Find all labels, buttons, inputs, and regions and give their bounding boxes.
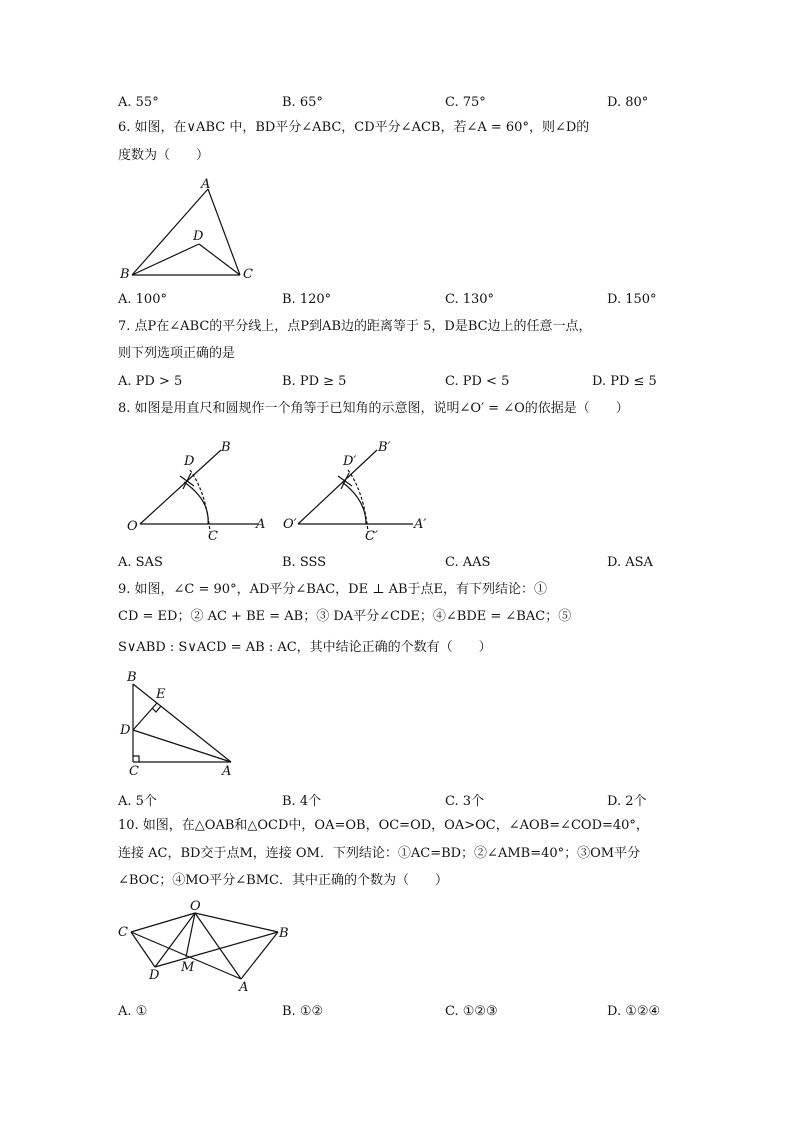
q9-option-a: A. 5个 xyxy=(118,794,157,809)
q8-option-b: B. SSS xyxy=(282,555,327,570)
q9-stem-line2: CD = ED；② AC + BE = AB；③ DA平分∠CDE；④∠BDE = ∠BAC；⑤ xyxy=(118,609,572,624)
q9-label-e: E xyxy=(156,687,166,702)
q10-stem-line2: 连接 AC，BD交于点M，连接 OM．下列结论：①AC=BD；②∠AMB=40°；③OM平分 xyxy=(118,846,641,861)
q8-label-d: D xyxy=(184,454,195,469)
q5-option-d: D. 80° xyxy=(607,95,649,110)
q8-label-b-prime: B′ xyxy=(378,440,391,455)
q8-label-a: A xyxy=(256,517,266,532)
q5-option-b: B. 65° xyxy=(282,95,323,110)
q6-option-b: B. 120° xyxy=(282,292,332,307)
q6-option-c: C. 130° xyxy=(445,292,495,307)
q9-stem-line3: S∨ABD : S∨ACD = AB : AC，其中结论正确的个数有（ ） xyxy=(118,640,492,655)
q10-stem-line3: ∠BOC；④MO平分∠BMC．其中正确的个数为（ ） xyxy=(118,873,448,888)
q8-label-c: C xyxy=(208,529,218,544)
q9-stem-line1: 9. 如图，∠C = 90°，AD平分∠BAC，DE ⊥ AB于点E，有下列结论：① xyxy=(118,582,548,597)
q10-stem-line1: 10. 如图，在△OAB和△OCD中，OA=OB，OC=OD，OA>OC，∠AOB=∠COD=40°， xyxy=(118,818,649,833)
q6-stem-line2: 度数为（ ） xyxy=(118,148,210,163)
q10-label-b: B xyxy=(279,926,289,941)
q6-option-d: D. 150° xyxy=(607,292,657,307)
q8-option-c: C. AAS xyxy=(445,555,491,570)
q7-option-c: C. PD < 5 xyxy=(445,374,510,389)
q9-option-c: C. 3个 xyxy=(445,794,485,809)
q5-option-c: C. 75° xyxy=(445,95,486,110)
q7-option-d: D. PD ≤ 5 xyxy=(592,374,657,389)
q8-label-a-prime: A′ xyxy=(414,517,427,532)
q6-label-b: B xyxy=(120,267,130,282)
q10-option-d: D. ①②④ xyxy=(607,1004,661,1019)
q8-stem-line1: 8. 如图是用直尺和圆规作一个角等于已知角的示意图，说明∠O′ = ∠O的依据是（ ） xyxy=(118,401,629,416)
q5-option-a: A. 55° xyxy=(118,95,159,110)
q8-label-o: O xyxy=(127,519,138,534)
q10-option-a: A. ① xyxy=(118,1004,148,1019)
q9-option-d: D. 2个 xyxy=(607,794,647,809)
q7-option-b: B. PD ≥ 5 xyxy=(282,374,347,389)
q9-label-b: B xyxy=(127,670,137,685)
q6-label-d: D xyxy=(193,229,204,244)
q10-label-d: D xyxy=(149,968,160,983)
q8-label-b: B xyxy=(221,440,231,455)
q10-option-c: C. ①②③ xyxy=(445,1004,498,1019)
q10-label-m: M xyxy=(181,960,195,975)
q8-label-d-prime: D′ xyxy=(343,454,357,469)
q8-label-c-prime: C′ xyxy=(365,529,378,544)
q9-label-a: A xyxy=(222,764,232,779)
q10-label-o: O xyxy=(190,899,201,914)
q7-stem-line2: 则下列选项正确的是 xyxy=(118,346,236,361)
q9-option-b: B. 4个 xyxy=(282,794,322,809)
q6-stem-line1: 6. 如图，在∨ABC 中，BD平分∠ABC，CD平分∠ACB，若∠A = 60°，则∠D的 xyxy=(118,120,590,135)
q8-option-d: D. ASA xyxy=(607,555,653,570)
q10-label-a: A xyxy=(239,980,249,995)
q7-stem-line1: 7. 点P在∠ABC的平分线上，点P到AB边的距离等于 5，D是BC边上的任意一点， xyxy=(118,319,592,334)
q6-label-a: A xyxy=(201,177,211,192)
q6-option-a: A. 100° xyxy=(118,292,167,307)
q10-option-b: B. ①② xyxy=(282,1004,324,1019)
q10-label-c: C xyxy=(118,925,128,940)
q9-label-c: C xyxy=(129,764,139,779)
q6-label-c: C xyxy=(243,267,253,282)
q8-label-o-prime: O′ xyxy=(283,517,297,532)
q7-option-a: A. PD > 5 xyxy=(118,374,183,389)
q9-label-d: D xyxy=(120,723,131,738)
q8-option-a: A. SAS xyxy=(118,555,163,570)
